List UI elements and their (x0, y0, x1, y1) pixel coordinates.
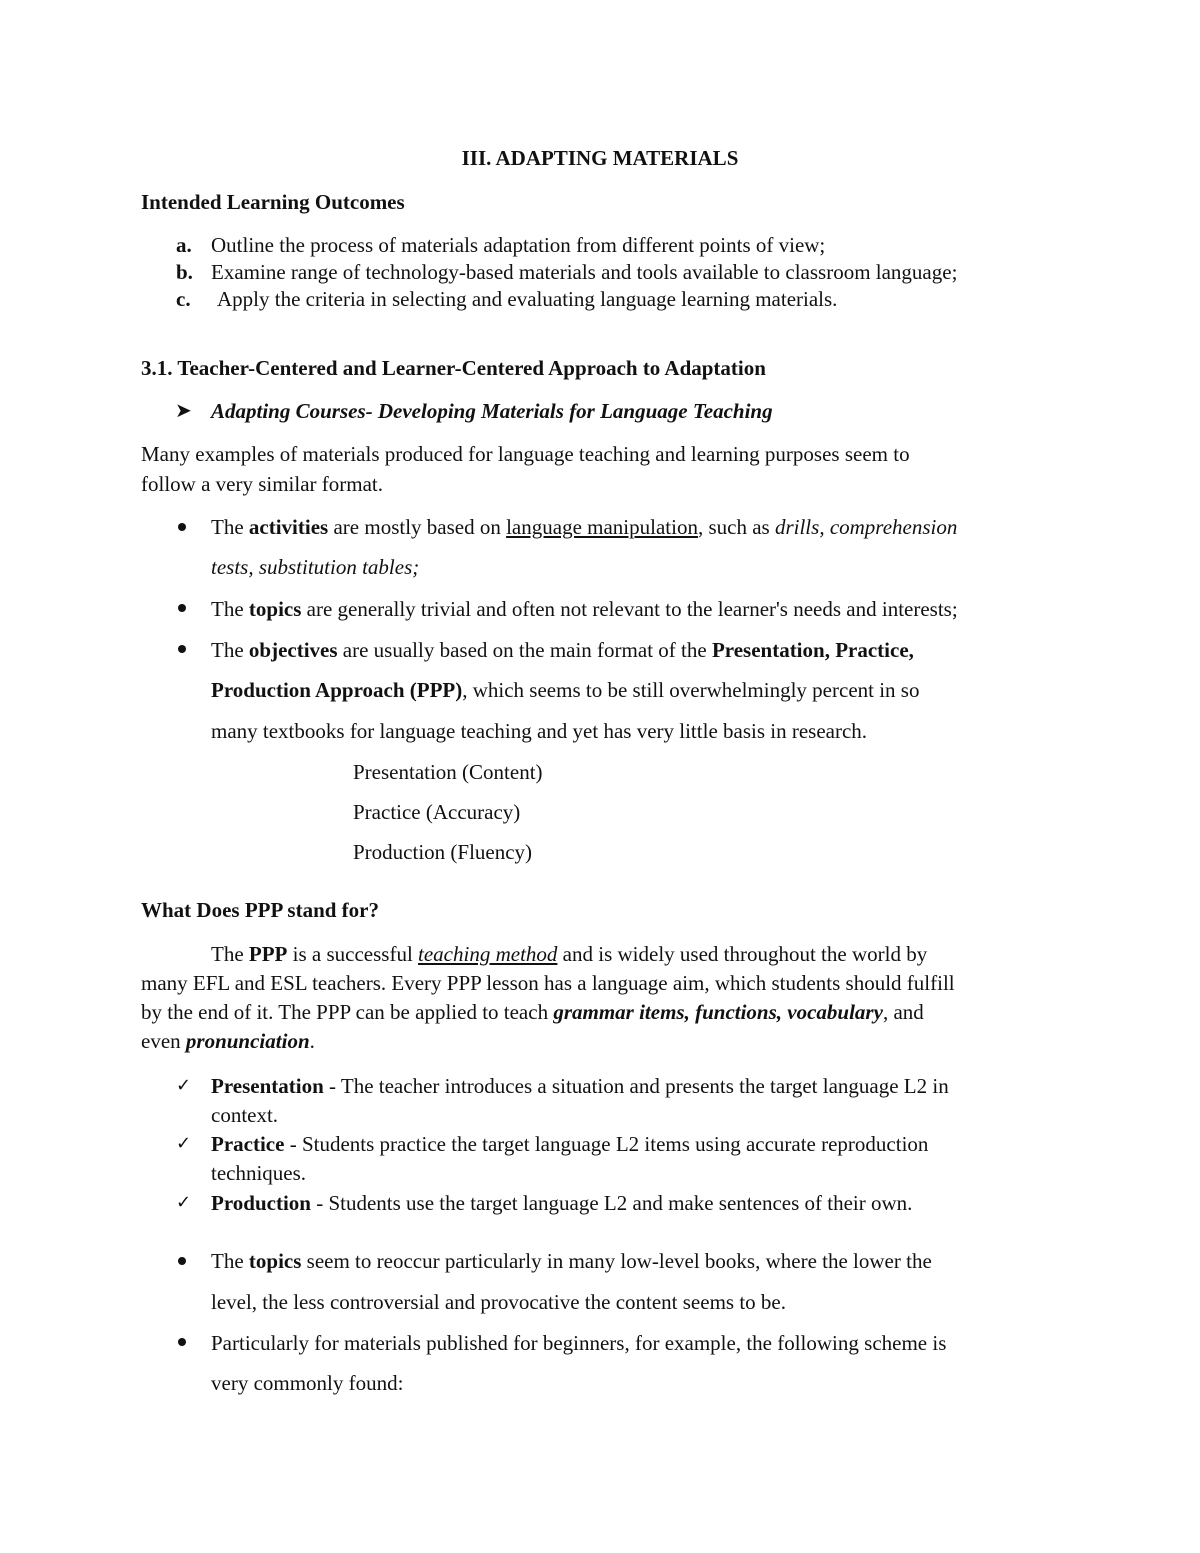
ilo-item-a: Outline the process of materials adaptation from different points of view; (211, 233, 826, 257)
ilo-item-c: Apply the criteria in selecting and evaluating language learning materials. (217, 287, 838, 311)
bullet-dot (178, 523, 186, 531)
bullet-dot (178, 604, 186, 612)
bullet-dot (178, 1257, 186, 1265)
ilo-marker-b: b. (176, 260, 193, 284)
bullet-objectives-line-1: The objectives are usually based on the main format of the Presentation, Practice, (211, 638, 914, 662)
bullet-activities-line-1: The activities are mostly based on language manipulation, such as drills, comprehension (211, 515, 958, 539)
bullet-dot (178, 645, 186, 653)
ppp-paragraph-line-2: many EFL and ESL teachers. Every PPP lesson has a language aim, which students should fulfill (141, 971, 955, 995)
ilo-item-b: Examine range of technology-based materials and tools available to classroom language; (211, 260, 958, 284)
bullet-activities-line-2: tests, substitution tables; (211, 555, 420, 579)
ppp-paragraph-line-4: even pronunciation. (141, 1029, 315, 1053)
bullet-objectives-line-2: Production Approach (PPP), which seems to be still overwhelmingly percent in so (211, 678, 920, 702)
ppp-heading: What Does PPP stand for? (141, 898, 379, 922)
ppp-paragraph-line-1: The PPP is a successful teaching method and is widely used throughout the world by (211, 942, 928, 966)
ppp-list-item: Practice (Accuracy) (353, 800, 521, 824)
bullet-topics: The topics are generally trivial and often not relevant to the learner's needs and interests; (211, 597, 958, 621)
page-title: III. ADAPTING MATERIALS (461, 146, 739, 170)
checkmark-icon: ✓ (176, 1133, 192, 1154)
bullet-topics-reoccur-line-1: The topics seem to reoccur particularly in many low-level books, where the lower the (211, 1249, 932, 1273)
check-item-presentation: Presentation - The teacher introduces a situation and presents the target language L2 in (211, 1074, 949, 1098)
arrow-bullet-icon: ➤ (175, 398, 192, 422)
check-item-practice-cont: techniques. (211, 1161, 307, 1185)
checkmark-icon: ✓ (176, 1192, 192, 1213)
bullet-dot (178, 1338, 186, 1346)
ilo-heading: Intended Learning Outcomes (141, 190, 405, 214)
bullet-objectives-line-3: many textbooks for language teaching and yet has very little basis in research. (211, 719, 868, 743)
intro-line-2: follow a very similar format. (141, 472, 384, 496)
ilo-marker-a: a. (176, 233, 192, 257)
ppp-list-item: Production (Fluency) (353, 840, 533, 864)
section-heading: 3.1. Teacher-Centered and Learner-Centered Approach to Adaptation (141, 356, 766, 380)
ilo-marker-c: c. (176, 287, 191, 311)
check-item-production: Production - Students use the target language L2 and make sentences of their own. (211, 1191, 913, 1215)
section-subheading: Adapting Courses- Developing Materials for Language Teaching (211, 399, 773, 423)
bullet-beginners-line-1: Particularly for materials published for beginners, for example, the following scheme is (211, 1331, 947, 1355)
check-item-practice: Practice - Students practice the target language L2 items using accurate reproduction (211, 1132, 929, 1156)
ppp-list-item: Presentation (Content) (353, 760, 543, 784)
intro-line-1: Many examples of materials produced for language teaching and learning purposes seem to (141, 442, 910, 466)
checkmark-icon: ✓ (176, 1075, 192, 1096)
check-item-presentation-cont: context. (211, 1103, 279, 1127)
bullet-topics-reoccur-line-2: level, the less controversial and provocative the content seems to be. (211, 1290, 786, 1314)
ppp-paragraph-line-3: by the end of it. The PPP can be applied to teach grammar items, functions, vocabulary, and (141, 1000, 924, 1024)
bullet-beginners-line-2: very commonly found: (211, 1371, 404, 1395)
